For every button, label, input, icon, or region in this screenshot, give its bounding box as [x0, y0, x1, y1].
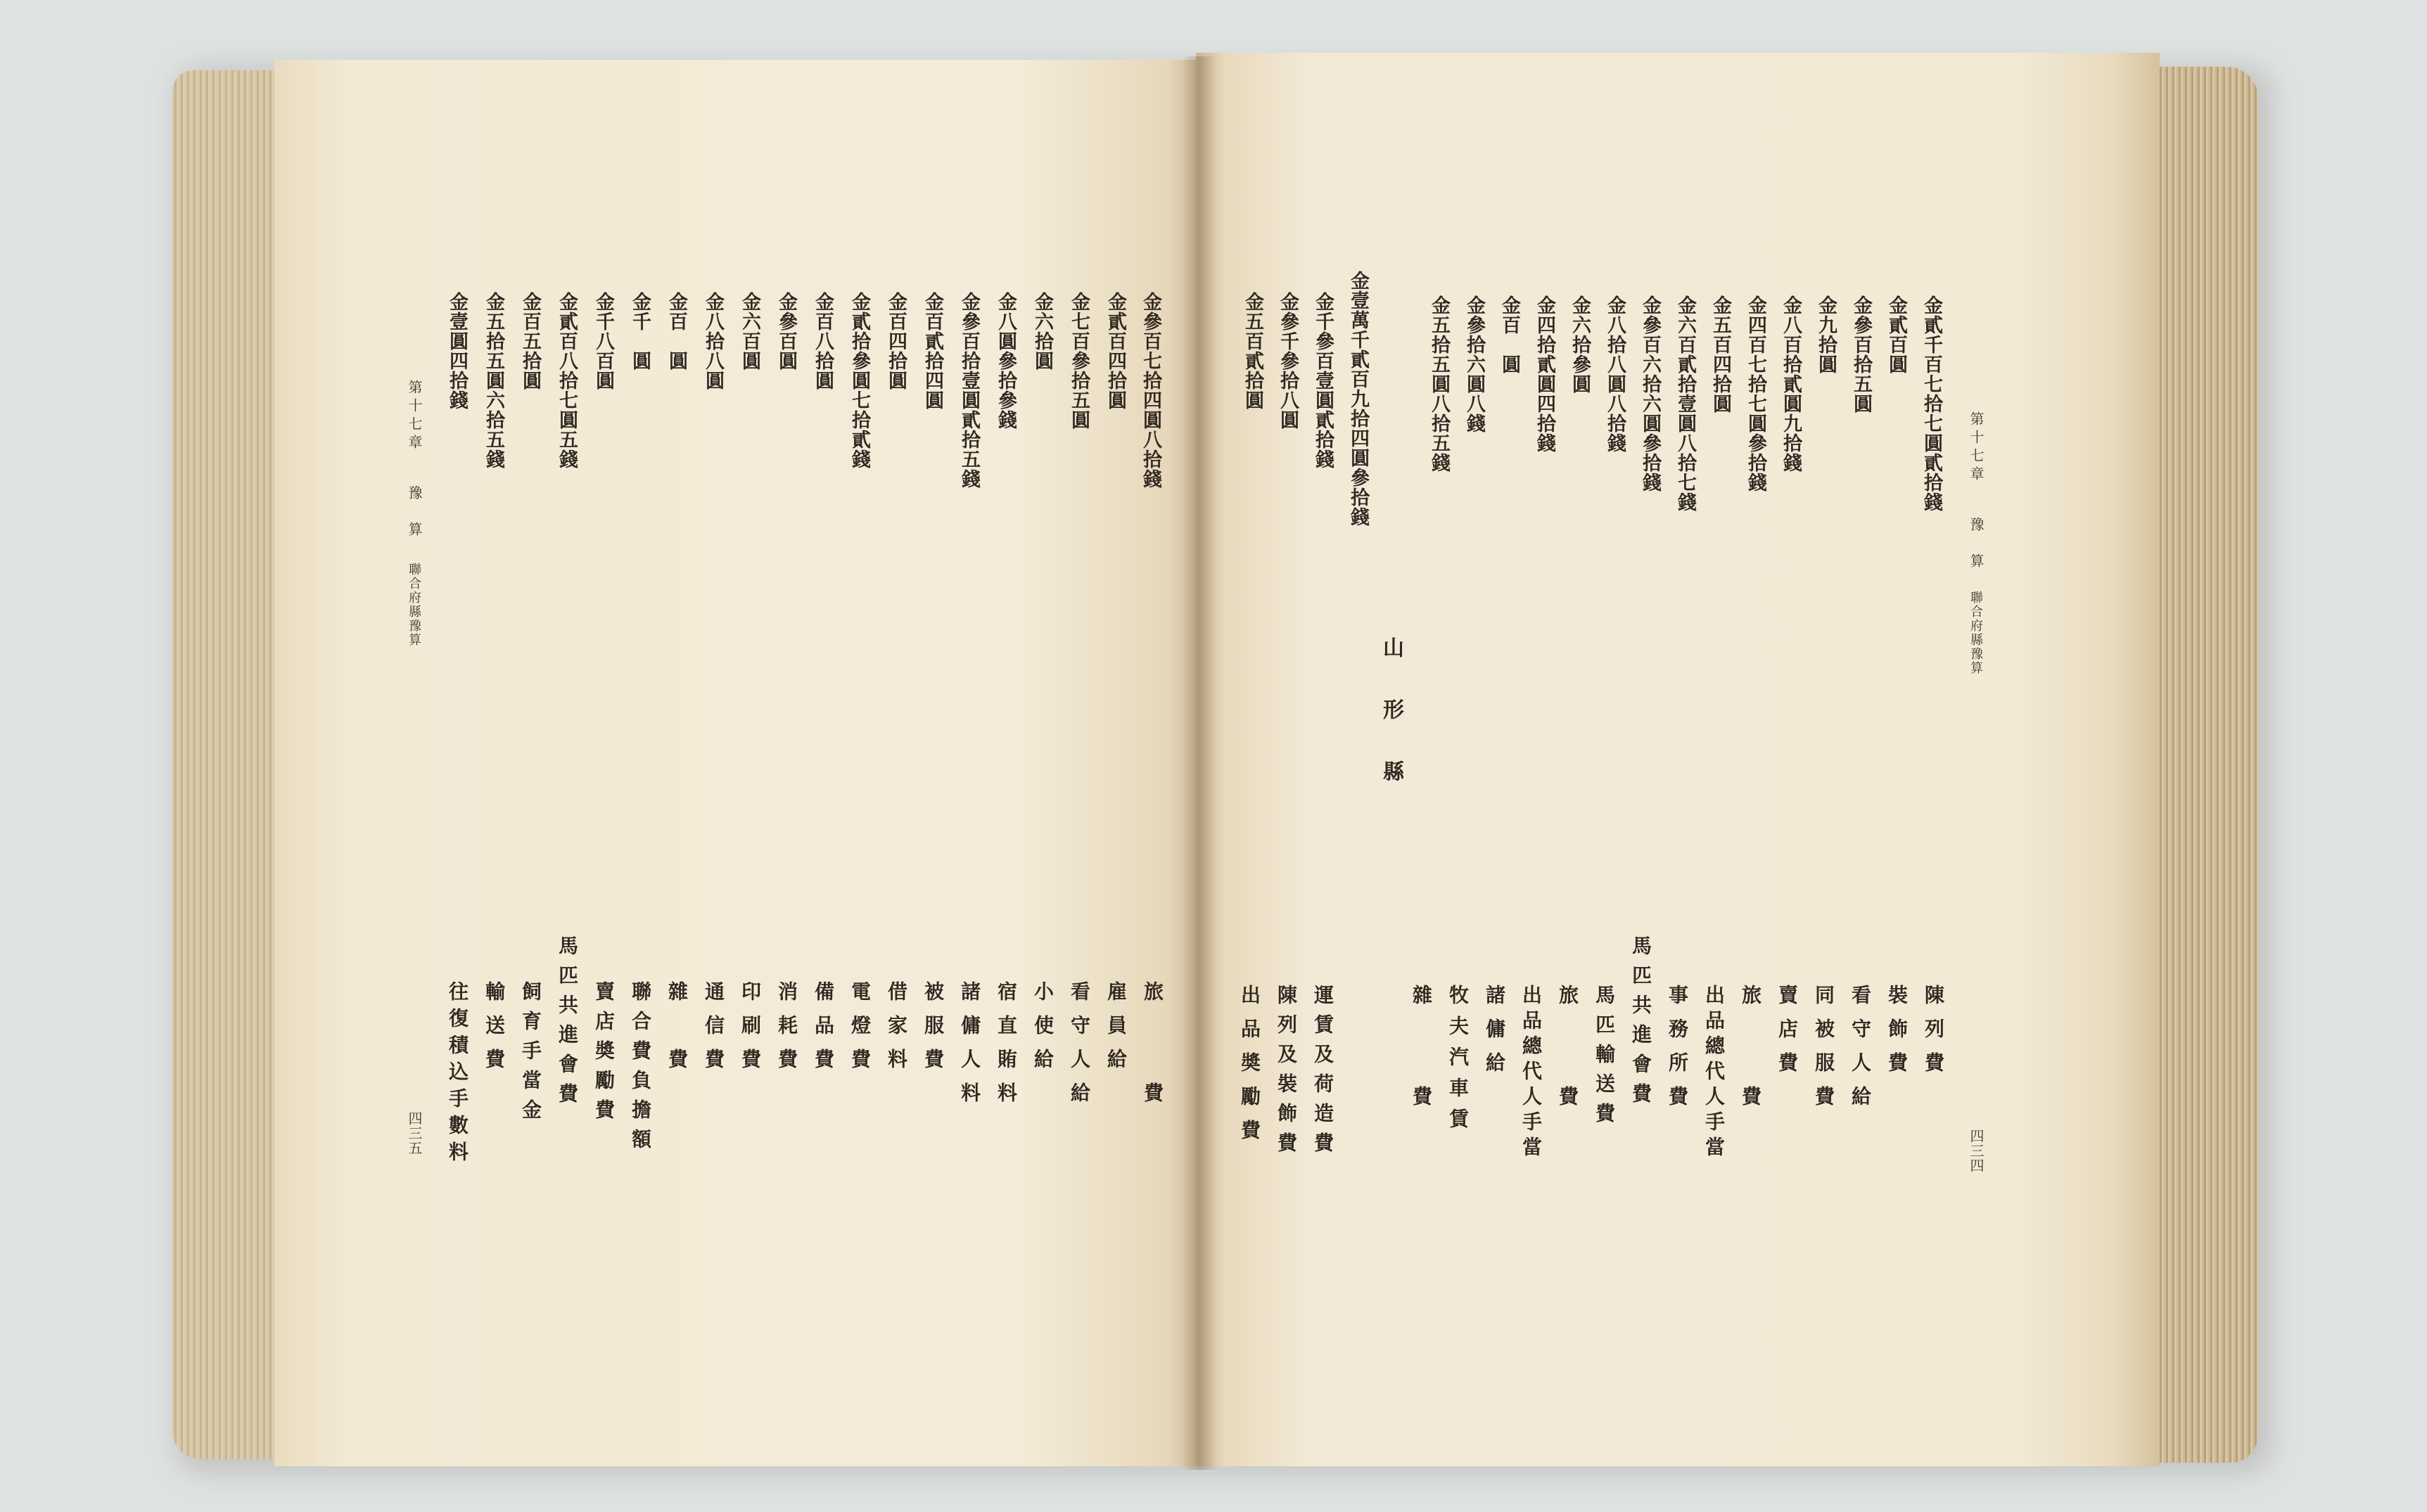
right-page-number: 四三四	[1968, 1129, 1985, 1173]
item: 賣店奬勵費	[592, 981, 616, 1129]
amount: 金壹圓四拾錢	[446, 292, 468, 410]
amount: 金參百圓	[775, 292, 797, 371]
item: 看守人給	[1849, 985, 1872, 1120]
item: 旅 費	[1556, 985, 1579, 1120]
amount: 金五百貳拾圓	[1242, 292, 1263, 410]
amount: 金六拾參圓	[1569, 295, 1591, 394]
left-page-edges	[172, 70, 281, 1459]
amount: 金五拾五圓六拾五錢	[483, 292, 504, 469]
item: 小使給	[1031, 981, 1055, 1082]
left-page-number: 四三五	[406, 1111, 423, 1155]
item: 通信費	[702, 981, 725, 1082]
amount: 金貳拾參圓七拾貳錢	[848, 292, 870, 469]
amount: 金六拾圓	[1031, 292, 1053, 371]
item: 同被服費	[1812, 985, 1835, 1120]
gutter	[1182, 56, 1217, 1470]
item: 馬匹輸送費	[1593, 985, 1616, 1132]
item: 旅 費	[1141, 981, 1164, 1116]
item: 印刷費	[739, 981, 762, 1082]
item: 運賃及荷造費	[1311, 985, 1334, 1162]
item: 旅 費	[1739, 985, 1762, 1120]
amount: 金七百參拾五圓	[1068, 292, 1090, 430]
item: 馬匹共進會費	[556, 935, 579, 1113]
amount: 金百五拾圓	[519, 292, 541, 390]
amount: 金五百四拾圓	[1709, 295, 1731, 414]
right-header-chapter: 第十七章	[1968, 411, 1985, 485]
item: 被服費	[922, 981, 945, 1082]
amount: 金百 圓	[1498, 295, 1520, 374]
amount: 金四拾貳圓四拾錢	[1534, 295, 1555, 453]
amount: 金百八拾圓	[812, 292, 834, 390]
item: 雇員給	[1104, 981, 1128, 1082]
amount: 金參百六拾六圓參拾錢	[1639, 295, 1661, 492]
item: 諸傭人料	[958, 981, 981, 1116]
item: 輸送費	[483, 981, 506, 1082]
left-header-chapter: 第十七章	[406, 380, 423, 453]
item: 牧夫汽車賃	[1446, 985, 1470, 1139]
item: 飼育手當金	[519, 981, 542, 1129]
amount: 金貳百四拾圓	[1104, 292, 1126, 410]
prefecture-title: 山形縣	[1379, 636, 1403, 822]
right-header-title: 豫 算	[1968, 517, 1985, 572]
amount: 金參百七拾四圓八拾錢	[1140, 292, 1161, 489]
amount: 金百 圓	[665, 292, 687, 371]
item: 宿直賄料	[995, 981, 1018, 1116]
right-header-section: 聯合府縣豫算	[1968, 591, 1983, 675]
amount: 金貳百八拾七圓五錢	[556, 292, 578, 469]
item: 電燈費	[848, 981, 872, 1082]
amount: 金四百七拾七圓參拾錢	[1745, 295, 1766, 492]
amount: 金八拾八圓	[702, 292, 724, 390]
amount: 金千 圓	[629, 292, 651, 371]
left-header-title: 豫 算	[406, 485, 423, 540]
item: 裝飾費	[1885, 985, 1909, 1086]
amount: 金六百圓	[739, 292, 760, 371]
right-page	[1196, 53, 2160, 1466]
item: 出品總代人手當	[1702, 985, 1726, 1162]
item: 借家料	[885, 981, 908, 1082]
amount: 金百四拾圓	[885, 292, 907, 390]
amount: 金貳千百七拾七圓貳拾錢	[1920, 295, 1942, 512]
amount: 金參拾六圓八錢	[1463, 295, 1485, 433]
amount: 金六百貳拾壹圓八拾七錢	[1674, 295, 1696, 512]
item: 馬匹共進會費	[1629, 935, 1652, 1113]
item: 雜 費	[1410, 985, 1433, 1120]
amount: 金千參百壹圓貳拾錢	[1312, 292, 1334, 469]
amount: 金貳百圓	[1885, 295, 1907, 374]
amount: 金八百拾貳圓九拾錢	[1780, 295, 1802, 473]
left-header-section: 聯合府縣豫算	[407, 563, 421, 647]
item: 賣店費	[1776, 985, 1799, 1086]
item: 備品費	[812, 981, 835, 1082]
item: 聯合費負擔額	[629, 981, 652, 1158]
item: 往復積込手數料	[446, 981, 469, 1168]
amount: 金九拾圓	[1815, 295, 1837, 374]
amount: 金參百拾壹圓貳拾五錢	[958, 292, 980, 489]
amount: 金壹萬千貳百九拾四圓參拾錢	[1347, 271, 1369, 527]
item: 出品奬勵費	[1238, 985, 1261, 1153]
item: 雜 費	[665, 981, 689, 1082]
item: 陳列及裝飾費	[1275, 985, 1298, 1162]
item: 諸傭給	[1483, 985, 1506, 1086]
item: 看守人給	[1068, 981, 1091, 1116]
amount: 金八圓參拾參錢	[995, 292, 1017, 430]
amount: 金八拾八圓八拾錢	[1604, 295, 1626, 453]
amount: 金參百拾五圓	[1850, 295, 1872, 414]
amount: 金五拾五圓八拾五錢	[1428, 295, 1450, 473]
amount: 金百貳拾四圓	[922, 292, 943, 410]
item: 消耗費	[775, 981, 798, 1082]
item: 出品總代人手當	[1520, 985, 1543, 1162]
amount: 金參千參拾八圓	[1277, 292, 1299, 430]
amount: 金千八百圓	[592, 292, 614, 390]
item: 事務所費	[1666, 985, 1689, 1120]
left-page	[274, 60, 1203, 1466]
item: 陳列費	[1922, 985, 1945, 1086]
